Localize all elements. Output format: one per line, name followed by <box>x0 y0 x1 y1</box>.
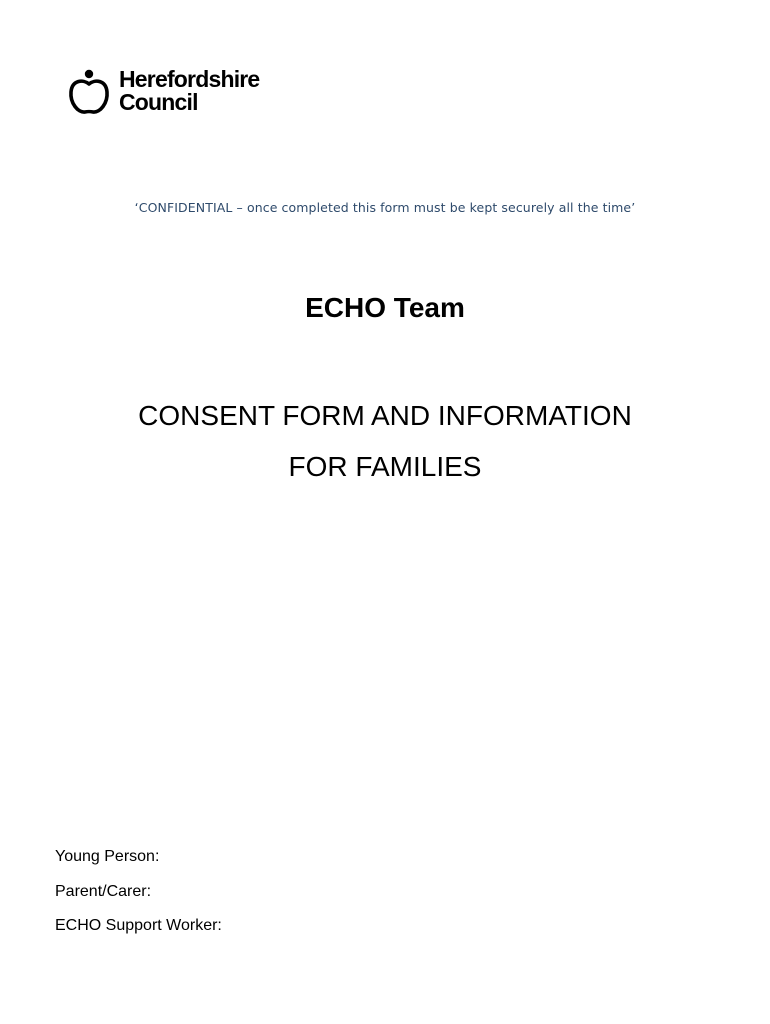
form-title-line-2: FOR FAMILIES <box>288 451 482 482</box>
participant-fields <box>55 845 222 949</box>
form-title <box>0 390 770 492</box>
apple-icon <box>68 68 112 116</box>
logo-line-2: Council <box>119 89 198 115</box>
parent-carer-label: Parent/Carer: <box>55 882 152 900</box>
young-person-label: Young Person: <box>55 848 160 865</box>
council-name <box>119 68 259 114</box>
confidential-notice: ‘CONFIDENTIAL – once completed this form must be kept securely all the time’ <box>134 200 636 215</box>
team-title: ECHO Team <box>305 292 465 323</box>
council-logo <box>68 68 288 118</box>
logo-line-1: Herefordshire <box>119 66 260 92</box>
support-worker-label: ECHO Support Worker: <box>55 917 222 934</box>
form-title-line-1: CONSENT FORM AND INFORMATION <box>138 400 632 431</box>
